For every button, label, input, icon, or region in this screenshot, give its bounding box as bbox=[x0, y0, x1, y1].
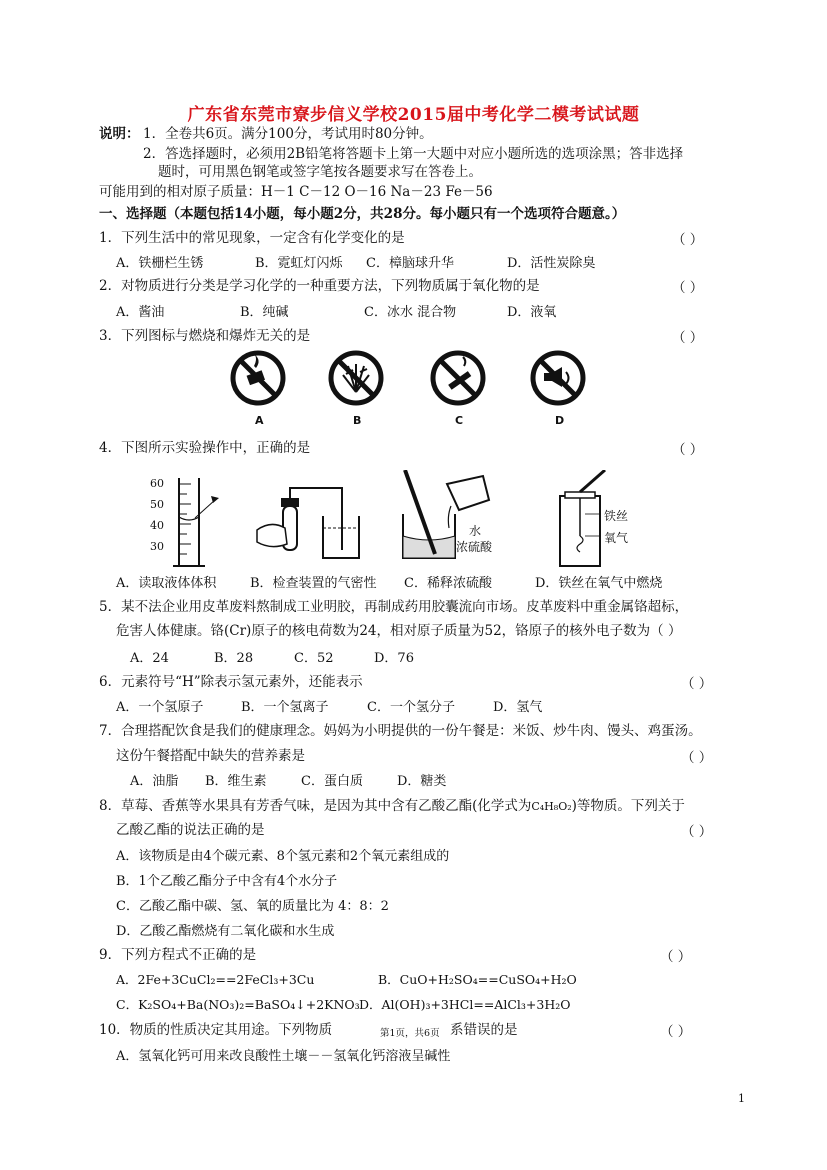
q9-option-c[interactable]: C．K₂SO₄+Ba(NO₃)₂=BaSO₄↓+2KNO₃ bbox=[116, 997, 360, 1012]
q8-stem-line1 bbox=[99, 796, 685, 817]
q8-option-a[interactable]: A．该物质是由4个碳元素、8个氢元素和2个氧元素组成的 bbox=[116, 849, 450, 864]
section-heading: 一、选择题（本题包括14小题，每小题2分，共28分。每小题只有一个选项符合题意。） bbox=[99, 206, 626, 222]
q8-stem-part1: 8．草莓、香蕉等水果具有芳香气味，是因为其中含有乙酸乙酯(化学式为 bbox=[99, 798, 532, 814]
no-open-flame-icon bbox=[233, 353, 283, 403]
q5-stem-line1: 5．某不法企业用皮革废料熬制成工业明胶，再制成药用胶囊流向市场。皮革废料中重金属铬超标， bbox=[99, 599, 689, 615]
q9-option-a[interactable]: A．2Fe+3CuCl₂==2FeCl₃+3Cu bbox=[116, 972, 315, 987]
q1-option-d[interactable]: D．活性炭除臭 bbox=[507, 256, 596, 271]
no-smoking-icon bbox=[433, 353, 483, 403]
q3-stem: 3．下列图标与燃烧和爆炸无关的是 bbox=[99, 328, 311, 344]
q3-answer-paren[interactable]: （ ） bbox=[672, 330, 704, 346]
q7-option-a[interactable]: A．油脂 bbox=[130, 774, 179, 789]
q6-option-a[interactable]: A．一个氢原子 bbox=[116, 700, 204, 715]
cylinder-tick-40: 40 bbox=[150, 519, 164, 532]
no-honking-icon bbox=[533, 353, 583, 403]
q6-option-b[interactable]: B．一个氢离子 bbox=[241, 700, 329, 715]
q4-option-c[interactable]: C．稀释浓硫酸 bbox=[404, 576, 492, 591]
no-fireworks-icon bbox=[331, 353, 381, 403]
q5-option-b[interactable]: B．28 bbox=[214, 651, 254, 666]
note-2b: 题时，可用黑色钢笔或签字笔按各题要求写在答卷上。 bbox=[158, 164, 482, 180]
cylinder-tick-60: 60 bbox=[150, 477, 164, 490]
q10-stem-part2: 系错误的是 bbox=[450, 1022, 518, 1038]
q4-answer-paren[interactable]: （ ） bbox=[672, 442, 704, 458]
q2-option-a[interactable]: A．酱油 bbox=[116, 305, 165, 320]
notes-label: 说明： bbox=[99, 126, 140, 142]
q8-option-c[interactable]: C．乙酸乙酯中碳、氢、氧的质量比为 4：8：2 bbox=[116, 899, 389, 914]
q8-stem-part2: )等物质。下列关于 bbox=[571, 798, 685, 814]
q3-label-c: C bbox=[455, 414, 464, 427]
q1-option-a[interactable]: A．铁栅栏生锈 bbox=[116, 256, 204, 271]
q3-label-d: D bbox=[555, 414, 565, 427]
q3-label-a: A bbox=[255, 414, 264, 427]
q1-answer-paren[interactable]: （ ） bbox=[672, 232, 704, 248]
atomic-masses: 可能用到的相对原子质量：H－1 C－12 O－16 Na－23 Fe－56 bbox=[99, 184, 493, 200]
iron-wire-oxygen-figure bbox=[560, 470, 605, 566]
q9-option-d[interactable]: D．Al(OH)₃+3HCl==AlCl₃+3H₂O bbox=[359, 997, 571, 1012]
q6-option-c[interactable]: C．一个氢分子 bbox=[367, 700, 455, 715]
q7-option-b[interactable]: B．维生素 bbox=[205, 774, 267, 789]
label-water: 水 bbox=[469, 524, 482, 538]
hand-icon bbox=[257, 524, 287, 546]
q5-option-c[interactable]: C．52 bbox=[294, 651, 334, 666]
q7-option-d[interactable]: D．糖类 bbox=[397, 774, 447, 789]
q9-stem: 9．下列方程式不正确的是 bbox=[99, 947, 257, 963]
label-iron-wire: 铁丝 bbox=[604, 509, 629, 523]
q8-answer-paren[interactable]: （ ） bbox=[681, 824, 713, 840]
cylinder-tick-50: 50 bbox=[150, 498, 164, 511]
graduated-cylinder-figure bbox=[173, 478, 219, 566]
q10-answer-paren[interactable]: （ ） bbox=[660, 1024, 692, 1040]
q4-figure-row bbox=[135, 470, 635, 570]
note-1: 1．全卷共6页。满分100分，考试用时80分钟。 bbox=[143, 126, 433, 142]
q5-option-d[interactable]: D．76 bbox=[374, 651, 414, 666]
cylinder-tick-30: 30 bbox=[150, 540, 164, 553]
q3-label-b: B bbox=[353, 414, 362, 427]
q3-icon-row bbox=[228, 346, 598, 428]
q6-option-d[interactable]: D．氢气 bbox=[493, 700, 543, 715]
label-oxygen: 氧气 bbox=[604, 531, 629, 545]
q8-option-b[interactable]: B．1个乙酸乙酯分子中含有4个水分子 bbox=[116, 874, 338, 889]
q7-stem-line2: 这份午餐搭配中缺失的营养素是 bbox=[116, 748, 305, 764]
q8-formula: C₄H₈O₂ bbox=[531, 800, 572, 813]
q7-option-c[interactable]: C．蛋白质 bbox=[301, 774, 363, 789]
q1-option-c[interactable]: C．樟脑球升华 bbox=[366, 256, 454, 271]
q9-answer-paren[interactable]: （ ） bbox=[660, 949, 692, 965]
q4-option-b[interactable]: B．检查装置的气密性 bbox=[250, 576, 377, 591]
q10-stem-part1: 10．物质的性质决定其用途。下列物质 bbox=[99, 1022, 333, 1038]
q4-option-a[interactable]: A．读取液体体积 bbox=[116, 576, 217, 591]
q1-stem: 1．下列生活中的常见现象，一定含有化学变化的是 bbox=[99, 230, 405, 246]
q2-stem: 2．对物质进行分类是学习化学的一种重要方法，下列物质属于氧化物的是 bbox=[99, 278, 540, 294]
q6-answer-paren[interactable]: （ ） bbox=[681, 676, 713, 692]
q6-stem: 6．元素符号“H”除表示氢元素外，还能表示 bbox=[99, 674, 363, 690]
q2-option-c[interactable]: C．冰水 混合物 bbox=[364, 305, 457, 320]
q7-answer-paren[interactable]: （ ） bbox=[681, 750, 713, 766]
q4-stem: 4．下图所示实验操作中，正确的是 bbox=[99, 440, 311, 456]
q5-option-a[interactable]: A．24 bbox=[130, 651, 169, 666]
q2-answer-paren[interactable]: （ ） bbox=[672, 280, 704, 296]
page-number: 1 bbox=[738, 1092, 745, 1105]
q10-option-a[interactable]: A．氢氧化钙可用来改良酸性土壤－－氢氧化钙溶液呈碱性 bbox=[116, 1049, 451, 1064]
q7-stem-line1: 7．合理搭配饮食是我们的健康理念。妈妈为小明提供的一份午餐是：米饭、炒牛肉、馒头、鸡蛋汤。 bbox=[99, 723, 702, 739]
q2-option-b[interactable]: B．纯碱 bbox=[240, 305, 289, 320]
note-2a: 2．答选择题时，必须用2B铅笔将答题卡上第一大题中对应小题所选的选项涂黑；答非选择 bbox=[143, 146, 684, 162]
q9-option-b[interactable]: B．CuO+H₂SO₄==CuSO₄+H₂O bbox=[378, 972, 577, 987]
q8-stem-line2: 乙酸乙酯的说法正确的是 bbox=[116, 822, 265, 838]
page-info: 第1页，共6页 bbox=[380, 1028, 440, 1039]
q4-option-d[interactable]: D．铁丝在氧气中燃烧 bbox=[535, 576, 663, 591]
q2-option-d[interactable]: D．液氧 bbox=[507, 305, 557, 320]
exam-title: 广东省东莞市寮步信义学校2015届中考化学二模考试试题 bbox=[187, 105, 640, 125]
q5-stem-line2: 危害人体健康。铬(Cr)原子的核电荷数为24，相对原子质量为52，铬原子的核外电子数为（ ） bbox=[116, 623, 682, 639]
q1-option-b[interactable]: B．霓虹灯闪烁 bbox=[255, 256, 343, 271]
airtightness-check-figure bbox=[257, 488, 359, 558]
q8-option-d[interactable]: D．乙酸乙酯燃烧有二氧化碳和水生成 bbox=[116, 924, 335, 939]
label-conc-sulfuric-acid: 浓硫酸 bbox=[456, 540, 493, 554]
